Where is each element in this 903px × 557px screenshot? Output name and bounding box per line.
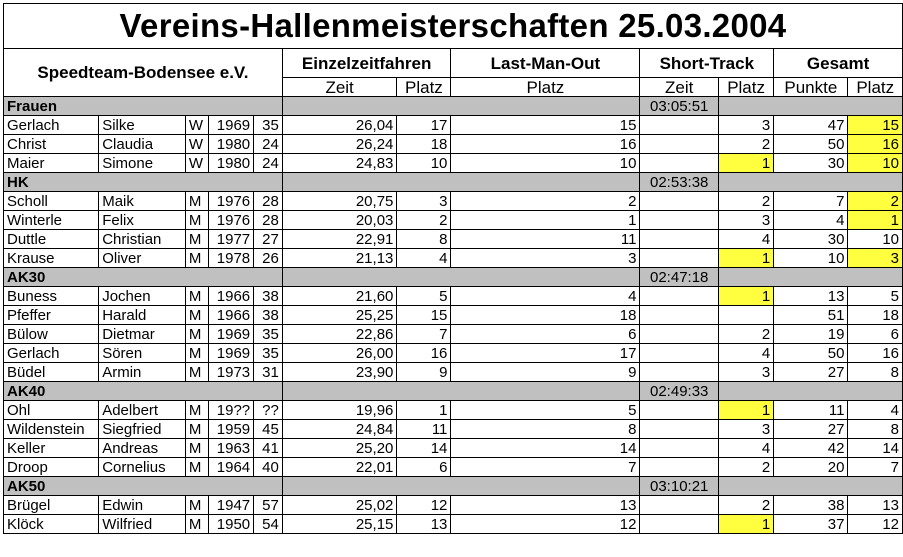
age: 26 xyxy=(254,249,283,268)
sex: M xyxy=(185,211,208,230)
st-platz: 2 xyxy=(718,325,773,344)
header-gesamt-platz: Platz xyxy=(848,78,903,97)
age: 41 xyxy=(254,439,283,458)
age: 35 xyxy=(254,344,283,363)
birth-year: 1978 xyxy=(209,249,254,268)
st-zeit xyxy=(640,515,719,534)
ez-platz: 1 xyxy=(397,401,451,420)
table-row xyxy=(4,192,903,211)
gesamt-punkte: 20 xyxy=(774,458,848,477)
table-row xyxy=(4,211,903,230)
birth-year: 1969 xyxy=(209,116,254,135)
birth-year: 1977 xyxy=(209,230,254,249)
st-zeit xyxy=(640,135,719,154)
ez-zeit: 25,02 xyxy=(282,496,397,515)
sex: M xyxy=(185,420,208,439)
table-row xyxy=(4,306,903,325)
gesamt-platz: 3 xyxy=(848,249,903,268)
lmo-platz: 6 xyxy=(451,325,640,344)
gesamt-punkte: 11 xyxy=(774,401,848,420)
lmo-platz: 10 xyxy=(451,154,640,173)
sex: M xyxy=(185,515,208,534)
first-name: Sören xyxy=(99,344,186,363)
ez-zeit: 22,86 xyxy=(282,325,397,344)
birth-year: 19?? xyxy=(209,401,254,420)
last-name: Krause xyxy=(4,249,99,268)
birth-year: 1980 xyxy=(209,154,254,173)
st-platz: 3 xyxy=(718,420,773,439)
st-zeit xyxy=(640,116,719,135)
lmo-platz: 14 xyxy=(451,439,640,458)
last-name: Duttle xyxy=(4,230,99,249)
first-name: Felix xyxy=(99,211,186,230)
ez-platz: 3 xyxy=(397,192,451,211)
gesamt-platz: 2 xyxy=(848,192,903,211)
header-ez-zeit: Zeit xyxy=(282,78,397,97)
st-zeit xyxy=(640,230,719,249)
table-row xyxy=(4,515,903,534)
sex: M xyxy=(185,496,208,515)
sex: W xyxy=(185,154,208,173)
gesamt-platz: 4 xyxy=(848,401,903,420)
group-empty xyxy=(718,97,902,116)
table-row xyxy=(4,344,903,363)
ez-platz: 12 xyxy=(397,496,451,515)
birth-year: 1969 xyxy=(209,325,254,344)
last-name: Bülow xyxy=(4,325,99,344)
lmo-platz: 16 xyxy=(451,135,640,154)
age: 40 xyxy=(254,458,283,477)
first-name: Harald xyxy=(99,306,186,325)
lmo-platz: 17 xyxy=(451,344,640,363)
st-zeit xyxy=(640,496,719,515)
first-name: Edwin xyxy=(99,496,186,515)
age: 54 xyxy=(254,515,283,534)
table-row xyxy=(4,116,903,135)
gesamt-punkte: 7 xyxy=(774,192,848,211)
sex: W xyxy=(185,116,208,135)
age: 57 xyxy=(254,496,283,515)
lmo-platz: 8 xyxy=(451,420,640,439)
sex: M xyxy=(185,439,208,458)
age: 28 xyxy=(254,192,283,211)
st-zeit xyxy=(640,306,719,325)
ez-zeit: 20,03 xyxy=(282,211,397,230)
age: 35 xyxy=(254,116,283,135)
table-row xyxy=(4,135,903,154)
gesamt-punkte: 51 xyxy=(774,306,848,325)
last-name: Klöck xyxy=(4,515,99,534)
birth-year: 1963 xyxy=(209,439,254,458)
st-platz: 2 xyxy=(718,135,773,154)
st-platz: 4 xyxy=(718,439,773,458)
ez-platz: 10 xyxy=(397,154,451,173)
ez-platz: 18 xyxy=(397,135,451,154)
table-row xyxy=(4,230,903,249)
last-name: Scholl xyxy=(4,192,99,211)
first-name: Oliver xyxy=(99,249,186,268)
lmo-platz: 1 xyxy=(451,211,640,230)
st-platz: 1 xyxy=(718,401,773,420)
lmo-platz: 12 xyxy=(451,515,640,534)
header-st-zeit: Zeit xyxy=(640,78,719,97)
group-empty xyxy=(282,477,640,496)
age: 31 xyxy=(254,363,283,382)
ez-platz: 2 xyxy=(397,211,451,230)
st-zeit xyxy=(640,287,719,306)
birth-year: 1973 xyxy=(209,363,254,382)
group-short-track-time: 03:10:21 xyxy=(640,477,719,496)
group-header-row xyxy=(4,477,903,496)
last-name: Winterle xyxy=(4,211,99,230)
st-platz: 3 xyxy=(718,363,773,382)
last-name: Pfeffer xyxy=(4,306,99,325)
first-name: Simone xyxy=(99,154,186,173)
gesamt-punkte: 10 xyxy=(774,249,848,268)
gesamt-punkte: 4 xyxy=(774,211,848,230)
table-row xyxy=(4,154,903,173)
st-zeit xyxy=(640,192,719,211)
group-name: AK40 xyxy=(4,382,283,401)
st-zeit xyxy=(640,211,719,230)
first-name: Maik xyxy=(99,192,186,211)
gesamt-platz: 6 xyxy=(848,325,903,344)
last-name: Büdel xyxy=(4,363,99,382)
group-empty xyxy=(282,97,640,116)
last-name: Gerlach xyxy=(4,116,99,135)
gesamt-platz: 13 xyxy=(848,496,903,515)
lmo-platz: 11 xyxy=(451,230,640,249)
lmo-platz: 7 xyxy=(451,458,640,477)
lmo-platz: 18 xyxy=(451,306,640,325)
first-name: Armin xyxy=(99,363,186,382)
lmo-platz: 2 xyxy=(451,192,640,211)
gesamt-punkte: 42 xyxy=(774,439,848,458)
table-row xyxy=(4,439,903,458)
first-name: Dietmar xyxy=(99,325,186,344)
lmo-platz: 4 xyxy=(451,287,640,306)
st-zeit xyxy=(640,439,719,458)
gesamt-platz: 1 xyxy=(848,211,903,230)
st-platz: 4 xyxy=(718,230,773,249)
gesamt-punkte: 37 xyxy=(774,515,848,534)
gesamt-punkte: 50 xyxy=(774,135,848,154)
header-ez-platz: Platz xyxy=(397,78,451,97)
lmo-platz: 9 xyxy=(451,363,640,382)
birth-year: 1959 xyxy=(209,420,254,439)
ez-zeit: 23,90 xyxy=(282,363,397,382)
group-header-row xyxy=(4,268,903,287)
last-name: Buness xyxy=(4,287,99,306)
st-platz xyxy=(718,306,773,325)
ez-platz: 6 xyxy=(397,458,451,477)
group-name: AK50 xyxy=(4,477,283,496)
sex: M xyxy=(185,325,208,344)
gesamt-platz: 18 xyxy=(848,306,903,325)
age: 27 xyxy=(254,230,283,249)
age: 38 xyxy=(254,306,283,325)
table-row xyxy=(4,401,903,420)
group-short-track-time: 03:05:51 xyxy=(640,97,719,116)
gesamt-platz: 16 xyxy=(848,344,903,363)
ez-platz: 4 xyxy=(397,249,451,268)
lmo-platz: 3 xyxy=(451,249,640,268)
ez-platz: 15 xyxy=(397,306,451,325)
ez-platz: 7 xyxy=(397,325,451,344)
group-empty xyxy=(282,382,640,401)
birth-year: 1976 xyxy=(209,211,254,230)
group-empty xyxy=(718,382,902,401)
st-zeit xyxy=(640,249,719,268)
last-name: Droop xyxy=(4,458,99,477)
ez-zeit: 26,24 xyxy=(282,135,397,154)
section-header-row xyxy=(4,49,903,78)
group-header-row xyxy=(4,382,903,401)
gesamt-platz: 7 xyxy=(848,458,903,477)
gesamt-platz: 8 xyxy=(848,420,903,439)
st-platz: 2 xyxy=(718,496,773,515)
results-table xyxy=(3,3,903,534)
gesamt-platz: 15 xyxy=(848,116,903,135)
group-empty xyxy=(718,477,902,496)
gesamt-punkte: 19 xyxy=(774,325,848,344)
ez-zeit: 22,01 xyxy=(282,458,397,477)
table-row xyxy=(4,287,903,306)
first-name: Silke xyxy=(99,116,186,135)
header-lmo-platz: Platz xyxy=(451,78,640,97)
st-zeit xyxy=(640,363,719,382)
group-empty xyxy=(282,268,640,287)
sex: M xyxy=(185,458,208,477)
st-zeit xyxy=(640,325,719,344)
gesamt-punkte: 38 xyxy=(774,496,848,515)
sex: M xyxy=(185,249,208,268)
section-short-track: Short-Track xyxy=(640,49,774,78)
age: 24 xyxy=(254,135,283,154)
sex: M xyxy=(185,230,208,249)
age: 28 xyxy=(254,211,283,230)
ez-platz: 9 xyxy=(397,363,451,382)
last-name: Gerlach xyxy=(4,344,99,363)
header-st-platz: Platz xyxy=(718,78,773,97)
table-row xyxy=(4,363,903,382)
sex: M xyxy=(185,287,208,306)
table-row xyxy=(4,420,903,439)
last-name: Maier xyxy=(4,154,99,173)
ez-zeit: 26,00 xyxy=(282,344,397,363)
ez-zeit: 26,04 xyxy=(282,116,397,135)
header-gesamt-punkte: Punkte xyxy=(774,78,848,97)
first-name: Claudia xyxy=(99,135,186,154)
group-empty xyxy=(718,173,902,192)
lmo-platz: 13 xyxy=(451,496,640,515)
title-row xyxy=(4,4,903,49)
birth-year: 1966 xyxy=(209,287,254,306)
last-name: Wildenstein xyxy=(4,420,99,439)
section-einzelzeitfahren: Einzelzeitfahren xyxy=(282,49,451,78)
group-empty xyxy=(282,173,640,192)
gesamt-platz: 16 xyxy=(848,135,903,154)
ez-platz: 14 xyxy=(397,439,451,458)
first-name: Jochen xyxy=(99,287,186,306)
ez-platz: 17 xyxy=(397,116,451,135)
last-name: Christ xyxy=(4,135,99,154)
sex: M xyxy=(185,401,208,420)
group-name: AK30 xyxy=(4,268,283,287)
ez-platz: 11 xyxy=(397,420,451,439)
st-platz: 2 xyxy=(718,458,773,477)
page-title: Vereins-Hallenmeisterschaften 25.03.2004 xyxy=(4,4,903,49)
st-zeit xyxy=(640,458,719,477)
group-short-track-time: 02:47:18 xyxy=(640,268,719,287)
st-zeit xyxy=(640,401,719,420)
gesamt-platz: 12 xyxy=(848,515,903,534)
st-platz: 1 xyxy=(718,287,773,306)
first-name: Christian xyxy=(99,230,186,249)
first-name: Wilfried xyxy=(99,515,186,534)
gesamt-platz: 10 xyxy=(848,230,903,249)
group-header-row xyxy=(4,173,903,192)
sex: W xyxy=(185,135,208,154)
ez-zeit: 21,13 xyxy=(282,249,397,268)
lmo-platz: 15 xyxy=(451,116,640,135)
gesamt-punkte: 27 xyxy=(774,420,848,439)
first-name: Andreas xyxy=(99,439,186,458)
birth-year: 1966 xyxy=(209,306,254,325)
age: 35 xyxy=(254,325,283,344)
st-zeit xyxy=(640,154,719,173)
gesamt-platz: 8 xyxy=(848,363,903,382)
ez-platz: 13 xyxy=(397,515,451,534)
age: 45 xyxy=(254,420,283,439)
table-row xyxy=(4,458,903,477)
gesamt-platz: 14 xyxy=(848,439,903,458)
ez-zeit: 25,20 xyxy=(282,439,397,458)
st-platz: 3 xyxy=(718,116,773,135)
lmo-platz: 5 xyxy=(451,401,640,420)
table-row xyxy=(4,249,903,268)
ez-zeit: 24,84 xyxy=(282,420,397,439)
st-platz: 1 xyxy=(718,515,773,534)
section-gesamt: Gesamt xyxy=(774,49,903,78)
birth-year: 1947 xyxy=(209,496,254,515)
gesamt-punkte: 30 xyxy=(774,154,848,173)
last-name: Keller xyxy=(4,439,99,458)
ez-zeit: 25,25 xyxy=(282,306,397,325)
gesamt-platz: 5 xyxy=(848,287,903,306)
st-platz: 1 xyxy=(718,249,773,268)
group-name: Frauen xyxy=(4,97,283,116)
table-row xyxy=(4,325,903,344)
sex: M xyxy=(185,363,208,382)
st-platz: 1 xyxy=(718,154,773,173)
sex: M xyxy=(185,306,208,325)
sex: M xyxy=(185,192,208,211)
st-zeit xyxy=(640,344,719,363)
ez-platz: 8 xyxy=(397,230,451,249)
sex: M xyxy=(185,344,208,363)
ez-zeit: 20,75 xyxy=(282,192,397,211)
age: ?? xyxy=(254,401,283,420)
last-name: Brügel xyxy=(4,496,99,515)
ez-platz: 16 xyxy=(397,344,451,363)
age: 38 xyxy=(254,287,283,306)
ez-zeit: 24,83 xyxy=(282,154,397,173)
ez-zeit: 19,96 xyxy=(282,401,397,420)
st-platz: 3 xyxy=(718,211,773,230)
group-short-track-time: 02:53:38 xyxy=(640,173,719,192)
ez-zeit: 22,91 xyxy=(282,230,397,249)
birth-year: 1964 xyxy=(209,458,254,477)
birth-year: 1980 xyxy=(209,135,254,154)
birth-year: 1950 xyxy=(209,515,254,534)
first-name: Cornelius xyxy=(99,458,186,477)
ez-platz: 5 xyxy=(397,287,451,306)
birth-year: 1969 xyxy=(209,344,254,363)
group-name: HK xyxy=(4,173,283,192)
section-last-man-out: Last-Man-Out xyxy=(451,49,640,78)
gesamt-punkte: 27 xyxy=(774,363,848,382)
gesamt-punkte: 30 xyxy=(774,230,848,249)
first-name: Siegfried xyxy=(99,420,186,439)
birth-year: 1976 xyxy=(209,192,254,211)
first-name: Adelbert xyxy=(99,401,186,420)
gesamt-punkte: 13 xyxy=(774,287,848,306)
gesamt-punkte: 50 xyxy=(774,344,848,363)
ez-zeit: 21,60 xyxy=(282,287,397,306)
st-zeit xyxy=(640,420,719,439)
group-header-row xyxy=(4,97,903,116)
group-short-track-time: 02:49:33 xyxy=(640,382,719,401)
last-name: Ohl xyxy=(4,401,99,420)
club-name: Speedteam-Bodensee e.V. xyxy=(4,49,283,97)
gesamt-platz: 10 xyxy=(848,154,903,173)
st-platz: 4 xyxy=(718,344,773,363)
gesamt-punkte: 47 xyxy=(774,116,848,135)
table-row xyxy=(4,496,903,515)
st-platz: 2 xyxy=(718,192,773,211)
age: 24 xyxy=(254,154,283,173)
group-empty xyxy=(718,268,902,287)
ez-zeit: 25,15 xyxy=(282,515,397,534)
